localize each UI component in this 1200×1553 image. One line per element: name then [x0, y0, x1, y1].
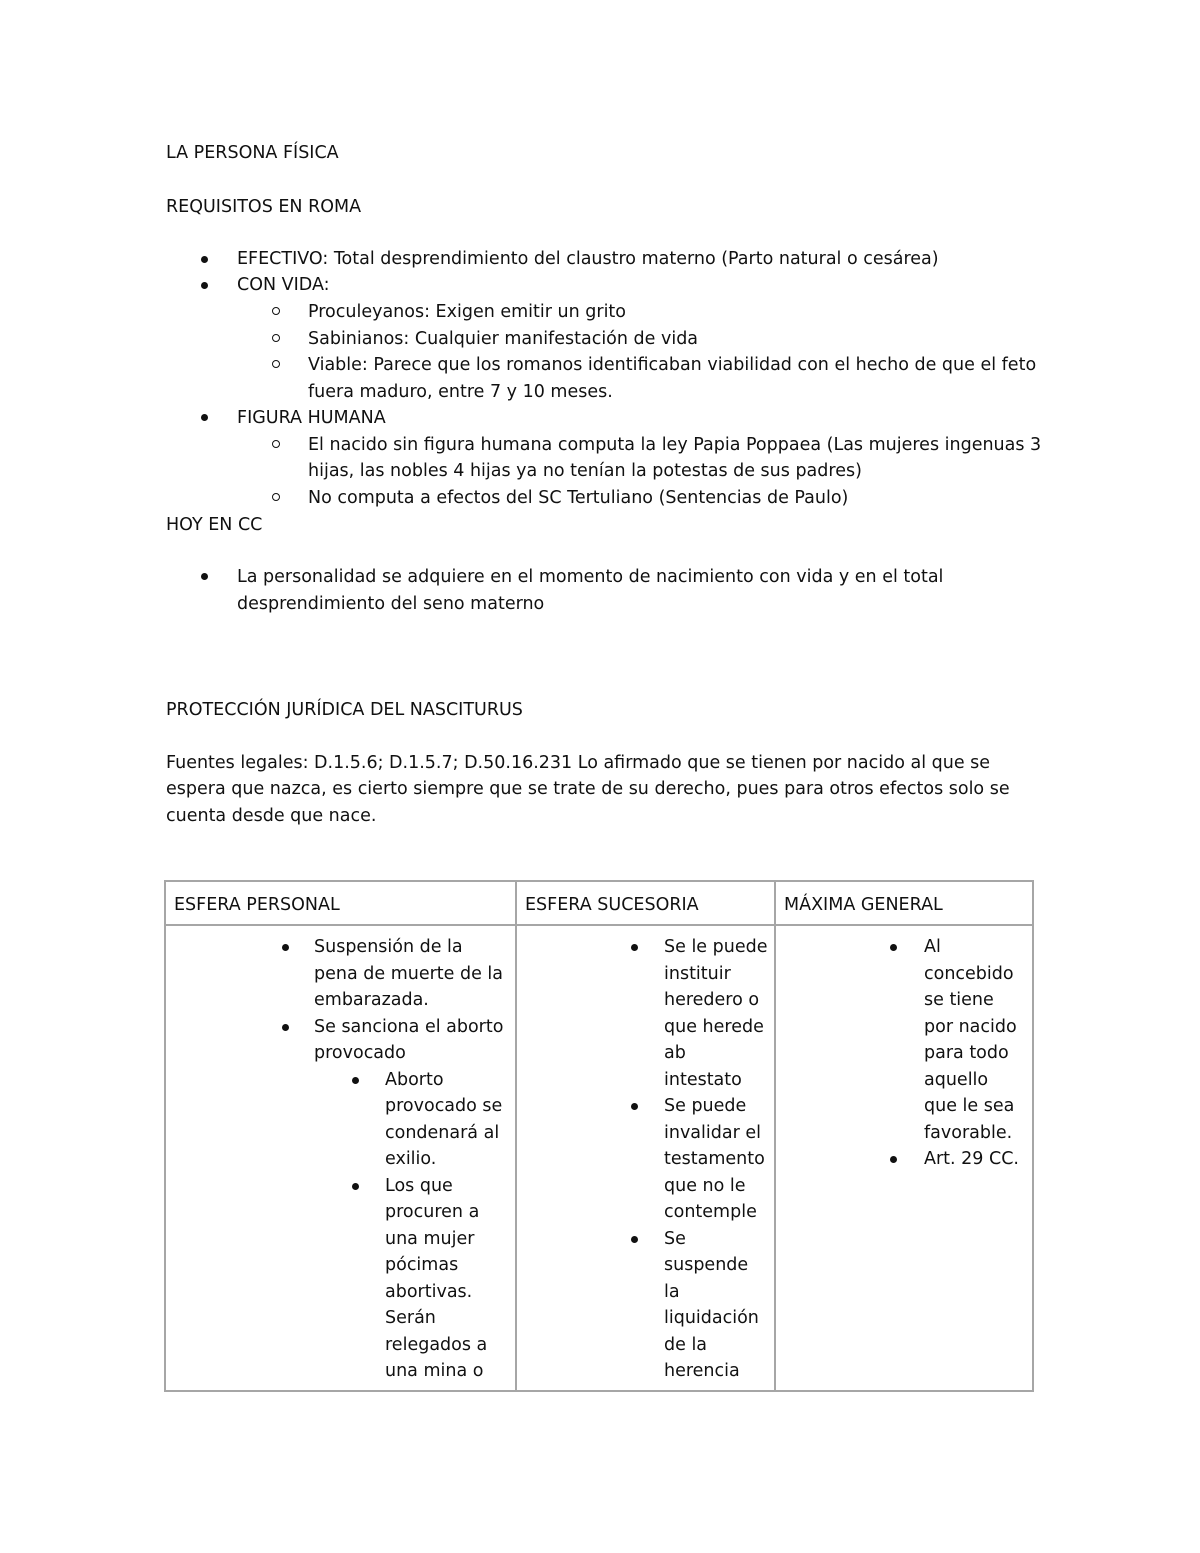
cell-line: provocado se [385, 1096, 503, 1116]
bullet-dot-icon [282, 1024, 289, 1031]
list-item [166, 1067, 515, 1173]
table-cell-maxima [775, 925, 1033, 1391]
bullet-dot-icon [890, 944, 897, 951]
bullet-dot-icon [890, 1156, 897, 1163]
table-header-cell [775, 881, 1033, 925]
sub-item-proculeyanos: Proculeyanos: Exigen emitir un grito [308, 302, 626, 322]
section-heading-nasciturus: PROTECCIÓN JURÍDICA DEL NASCITURUS [166, 700, 523, 720]
bullet-dot-icon [631, 1103, 638, 1110]
bullet-dot-icon [631, 944, 638, 951]
cell-line: una mina o [385, 1361, 484, 1381]
sub-item-tertuliano: No computa a efectos del SC Tertuliano (Sentencias de Paulo) [308, 488, 849, 508]
sucesoria-list [517, 934, 774, 1385]
cell-line: pena de muerte de la [314, 963, 504, 984]
section-heading-cc: HOY EN CC [166, 515, 263, 535]
cell-line: Se [664, 1228, 686, 1249]
cell-line: invalidar el [664, 1122, 761, 1143]
cell-line: embarazada. [314, 990, 429, 1010]
list-item [166, 1014, 515, 1067]
cell-line: favorable. [924, 1122, 1013, 1143]
bullet-circle-icon [272, 334, 280, 342]
cell-line: procuren a [385, 1202, 480, 1222]
table-header-cell [165, 881, 516, 925]
bullet-circle-icon [272, 307, 280, 315]
cell-line: concebido [924, 963, 1014, 984]
bullet-circle-icon [272, 493, 280, 501]
cell-line: Serán [385, 1308, 436, 1328]
cell-line: Se le puede [664, 937, 768, 957]
cell-line: Art. 29 CC. [924, 1149, 1019, 1169]
list-item [166, 1173, 515, 1385]
sub-item-viable: Viable: Parece que los romanos identificaban viabilidad con el hecho de que el feto [308, 355, 1037, 375]
table-row [165, 925, 1033, 1391]
header-esfera-personal: ESFERA PERSONAL [174, 895, 340, 915]
cell-line: que herede [664, 1016, 764, 1037]
cell-line: Se sanciona el aborto [314, 1016, 504, 1037]
table-cell-personal [165, 925, 516, 1391]
list-item-figura-humana: FIGURA HUMANA [237, 408, 386, 428]
cell-line: pócimas [385, 1255, 459, 1275]
cell-line: heredero o [664, 990, 760, 1010]
cell-line: aquello [924, 1069, 989, 1090]
cell-line: por nacido [924, 1016, 1017, 1037]
cell-line: para todo [924, 1043, 1009, 1063]
cell-line: de la [664, 1334, 708, 1355]
cell-line: exilio. [385, 1149, 437, 1169]
bullet-dot-icon [282, 944, 289, 951]
page-title: LA PERSONA FÍSICA [166, 143, 339, 163]
list-item-con-vida: CON VIDA: [237, 275, 330, 295]
cell-line: contemple [664, 1202, 757, 1222]
cell-line: testamento [664, 1149, 765, 1169]
cell-line: intestato [664, 1069, 742, 1090]
maxima-list [776, 934, 1032, 1173]
table-header-row [165, 881, 1033, 925]
header-maxima-general: MÁXIMA GENERAL [784, 895, 943, 915]
list-item [517, 1093, 774, 1226]
cell-line: la [664, 1281, 680, 1302]
header-esfera-sucesoria: ESFERA SUCESORIA [525, 895, 699, 915]
bullet-dot-icon [352, 1183, 359, 1190]
bullet-circle-icon [272, 440, 280, 448]
list-item [517, 1226, 774, 1385]
cell-line: provocado [314, 1043, 406, 1063]
section-heading-roma: REQUISITOS EN ROMA [166, 197, 362, 217]
cell-line: que no le [664, 1175, 746, 1196]
list-item [776, 934, 1032, 1146]
cell-line: liquidación [664, 1308, 759, 1328]
cell-line: Al [924, 937, 941, 957]
personal-list [166, 934, 515, 1385]
list-item-personalidad-cont: desprendimiento del seno materno [237, 594, 545, 614]
cell-line: ab [664, 1043, 686, 1063]
sub-item-viable-cont: fuera maduro, entre 7 y 10 meses. [308, 382, 613, 402]
list-item-efectivo: EFECTIVO: Total desprendimiento del claustro materno (Parto natural o cesárea) [237, 249, 939, 269]
cell-line: se tiene [924, 990, 994, 1010]
bullet-dot-icon [352, 1077, 359, 1084]
table-cell-sucesoria [516, 925, 775, 1391]
list-item [166, 934, 515, 1014]
list-item [517, 934, 774, 1093]
paragraph-fuentes-line2: espera que nazca, es cierto siempre que se trate de su derecho, pues para otros efectos solo se [166, 779, 1010, 799]
sub-item-papia-poppaea-cont: hijas, las nobles 4 hijas ya no tenían la potestas de sus padres) [308, 461, 862, 481]
list-item [776, 1146, 1032, 1173]
cell-line: Los que [385, 1175, 453, 1196]
sub-item-sabinianos: Sabinianos: Cualquier manifestación de vida [308, 329, 699, 349]
list-item-personalidad: La personalidad se adquiere en el momento de nacimiento con vida y en el total [237, 567, 944, 587]
cell-line: una mujer [385, 1228, 475, 1249]
nasciturus-table [164, 880, 1034, 1392]
bullet-dot-icon [201, 573, 208, 580]
cell-line: relegados a [385, 1334, 488, 1355]
bullet-dot-icon [201, 282, 208, 289]
bullet-dot-icon [201, 414, 208, 421]
cell-line: Se puede [664, 1096, 747, 1116]
cell-line: suspende [664, 1255, 749, 1275]
paragraph-fuentes-line1: Fuentes legales: D.1.5.6; D.1.5.7; D.50.16.231 Lo afirmado que se tienen por nacido al que se [166, 753, 991, 773]
paragraph-fuentes-line3: cuenta desde que nace. [166, 806, 377, 826]
sub-item-papia-poppaea: El nacido sin figura humana computa la ley Papia Poppaea (Las mujeres ingenuas 3 [308, 435, 1042, 455]
table-header-cell [516, 881, 775, 925]
cell-line: instituir [664, 963, 731, 984]
bullet-dot-icon [201, 256, 208, 263]
cell-line: Suspensión de la [314, 937, 463, 957]
cell-line: herencia [664, 1361, 740, 1381]
bullet-circle-icon [272, 360, 280, 368]
cell-line: que le sea [924, 1096, 1015, 1116]
bullet-dot-icon [631, 1236, 638, 1243]
cell-line: abortivas. [385, 1281, 473, 1302]
cell-line: condenará al [385, 1122, 500, 1143]
cell-line: Aborto [385, 1069, 444, 1090]
